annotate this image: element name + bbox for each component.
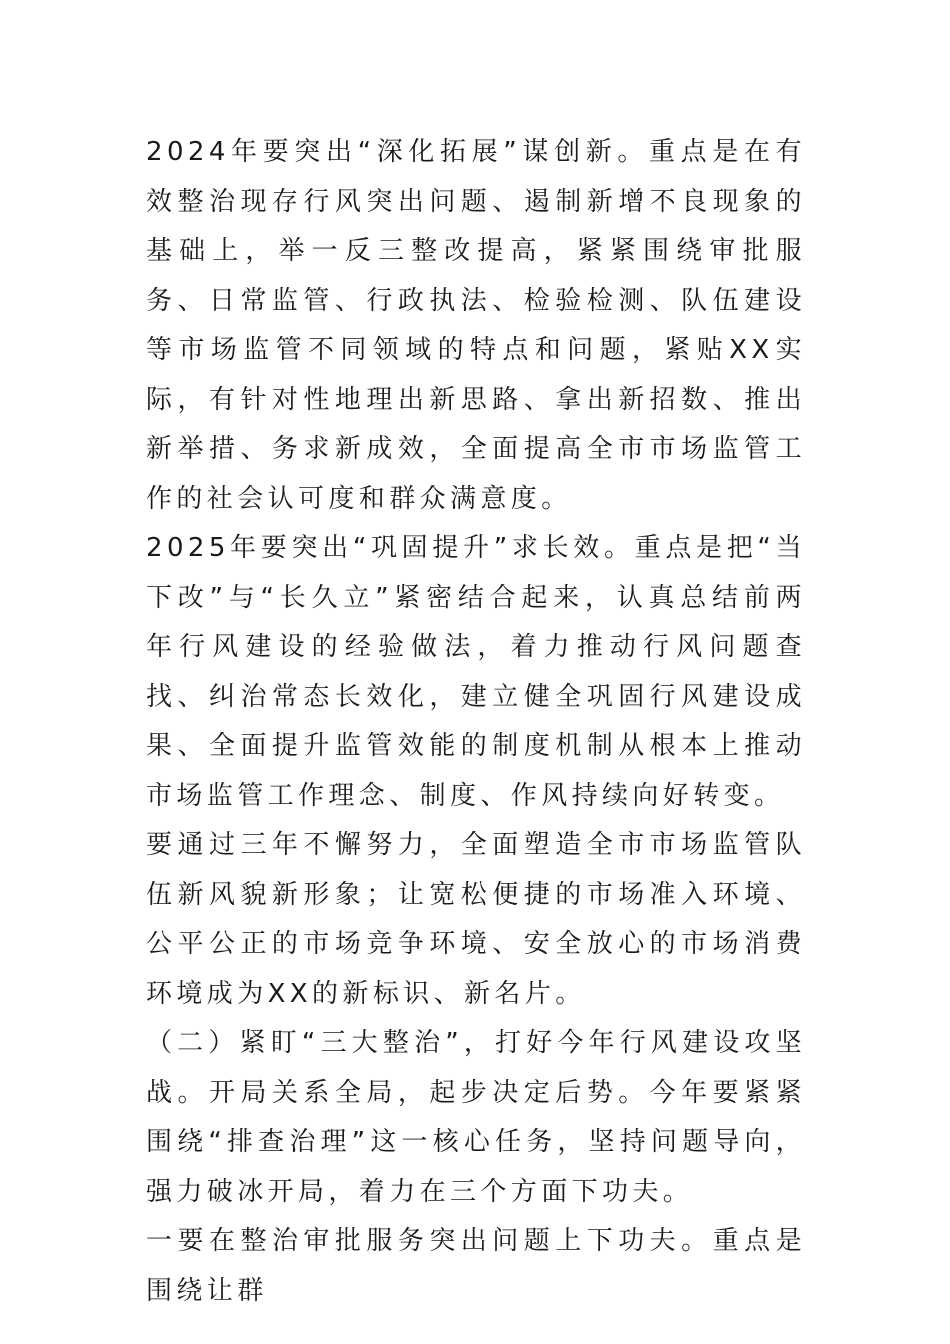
paragraph-three-year-effort: 要通过三年不懈努力，全面塑造全市市场监管队伍新风貌新形象；让宽松便捷的市场准入环境、公平公正的市场竞争环境、安全放心的市场消费环境成为XX的新标识、新名片。 — [146, 830, 806, 1009]
paragraph-approval-service: 一要在整治审批服务突出问题上下功夫。重点是围绕让群 — [146, 1226, 806, 1306]
paragraph-2025-goals: 2025年要突出“巩固提升”求长效。重点是把“当下改”与“长久立”紧密结合起来，认真总结前两年行风建设的经验做法，着力推动行风问题查找、纠治常态长效化，建立健全巩固行风建设成果、全面提升监管效能的制度机制从根本上推动市场监管工作理念、制度、作风持续向好转变。 — [146, 533, 806, 811]
paragraph-section-two-heading: （二）紧盯“三大整治”，打好今年行风建设攻坚战。开局关系全局，起步决定后势。今年要紧紧围绕“排查治理”这一核心任务，坚持问题导向，强力破冰开局，着力在三个方面下功夫。 — [146, 1028, 806, 1207]
document-body — [146, 128, 806, 1316]
paragraph-2024-goals: 2024年要突出“深化拓展”谋创新。重点是在有效整治现存行风突出问题、遏制新增不良现象的基础上，举一反三整改提高，紧紧围绕审批服务、日常监管、行政执法、检验检测、队伍建设等市场监管不同领域的特点和问题，紧贴XX实际，有针对性地理出新思路、拿出新招数、推出新举措、务求新成效，全面提高全市市场监管工作的社会认可度和群众满意度。 — [146, 137, 806, 514]
